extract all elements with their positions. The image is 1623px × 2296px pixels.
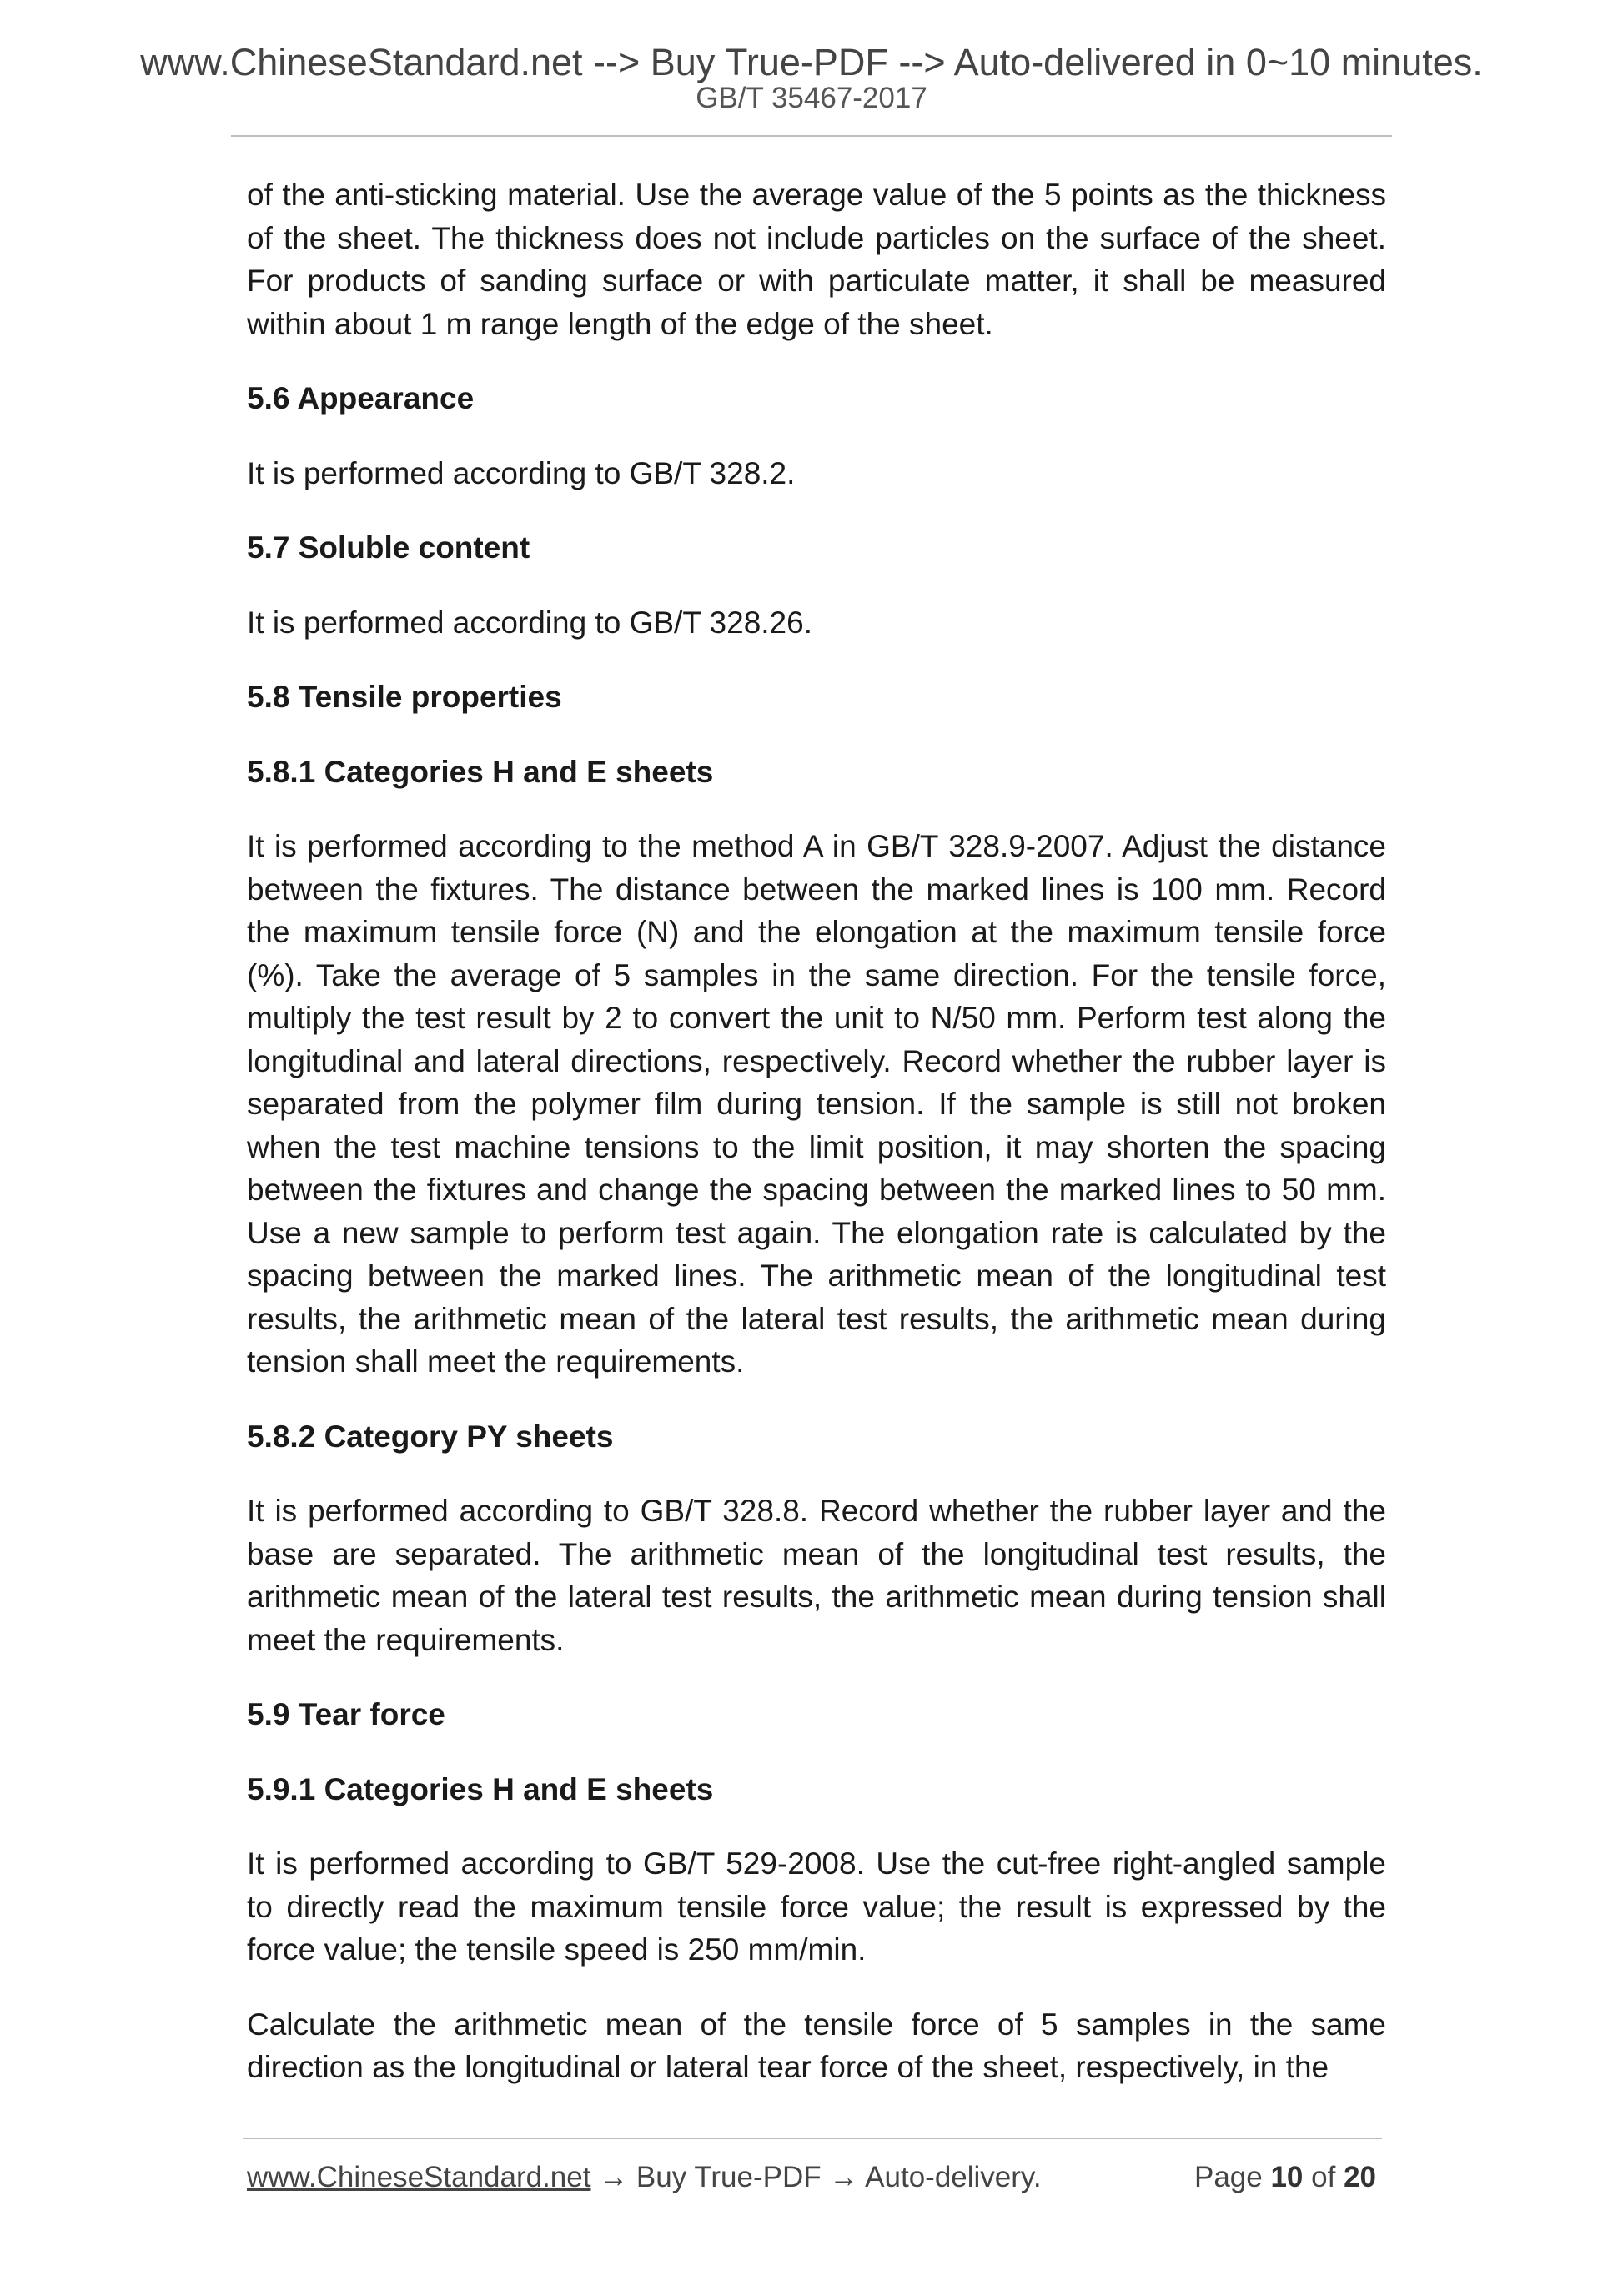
heading-5-7: 5.7 Soluble content	[247, 530, 530, 565]
footer-tagline: → Buy True-PDF → Auto-delivery.	[590, 2161, 1042, 2193]
page-total: 20	[1344, 2161, 1376, 2193]
footer-divider	[243, 2138, 1382, 2139]
heading-5-8: 5.8 Tensile properties	[247, 680, 562, 714]
paragraph-5-9-1-b: Calculate the arithmetic mean of the tensile force of 5 samples in the same direction as the longitudinal or lateral tear force of the sheet, respectively, in the	[247, 2007, 1386, 2084]
paragraph-5-6: It is performed according to GB/T 328.2.	[247, 455, 796, 490]
page-word: Page	[1193, 2161, 1263, 2193]
page-number	[1194, 2160, 1376, 2195]
footer-source	[247, 2160, 1042, 2195]
paragraph-5-8-2: It is performed according to GB/T 328.8. Record whether the rubber layer and the base are separated. The arithmetic mean of the longitudinal test results, the arithmetic mean of the lateral test results, the arithmetic mean during tension shall meet the requirements.	[247, 1494, 1386, 1657]
heading-5-6: 5.6 Appearance	[247, 381, 475, 415]
page-of: of	[1311, 2161, 1336, 2193]
heading-5-9: 5.9 Tear force	[247, 1697, 445, 1731]
paragraph-5-8-1: It is performed according to the method A in GB/T 328.9-2007. Adjust the distance between the fixtures. The distance between the marked lines is 100 mm. Record the maximum tensile force (N) and the elongation at the maximum tensile force (%). Take the average of 5 samples in the same direction. For the tensile force, multiply the test result by 2 to convert the unit to N/50 mm. Perform test along the longitudinal and lateral directions, respectively. Record whether the rubber layer is separated from the polymer film during tension. If the sample is still not broken when the test machine tensions to the limit position, it may shorten the spacing between the fixtures and change the spacing between the marked lines to 50 mm. Use a new sample to perform test again. The elongation rate is calculated by the spacing between the marked lines. The arithmetic mean of the longitudinal test results, the arithmetic mean of the lateral test results, the arithmetic mean during tension shall meet the requirements.	[247, 829, 1386, 1379]
paragraph-5-7: It is performed according to GB/T 328.26.	[247, 605, 812, 640]
paragraph-intro: of the anti-sticking material. Use the average value of the 5 points as the thickness of the sheet. The thickness does not include particles on the surface of the sheet. For products of sanding surface or with particulate matter, it shall be measured within about 1 m range length of the edge of the sheet.	[247, 178, 1386, 341]
heading-5-8-1: 5.8.1 Categories H and E sheets	[247, 754, 714, 789]
paragraph-5-9-1-a: It is performed according to GB/T 529-2008. Use the cut-free right-angled sample to directly read the maximum tensile force value; the result is expressed by the force value; the tensile speed is 250 mm/min.	[247, 1846, 1386, 1967]
page-current: 10	[1270, 2161, 1304, 2193]
heading-5-9-1: 5.9.1 Categories H and E sheets	[247, 1771, 714, 1806]
heading-5-8-2: 5.8.2 Category PY sheets	[247, 1419, 614, 1454]
page-content	[247, 173, 1386, 2121]
document-code: GB/T 35467-2017	[696, 82, 927, 114]
footer-site-link[interactable]: www.ChineseStandard.net	[247, 2161, 591, 2193]
top-banner: www.ChineseStandard.net --> Buy True-PDF --> Auto-delivered in 0~10 minutes.	[140, 41, 1483, 83]
header-divider	[231, 135, 1392, 137]
